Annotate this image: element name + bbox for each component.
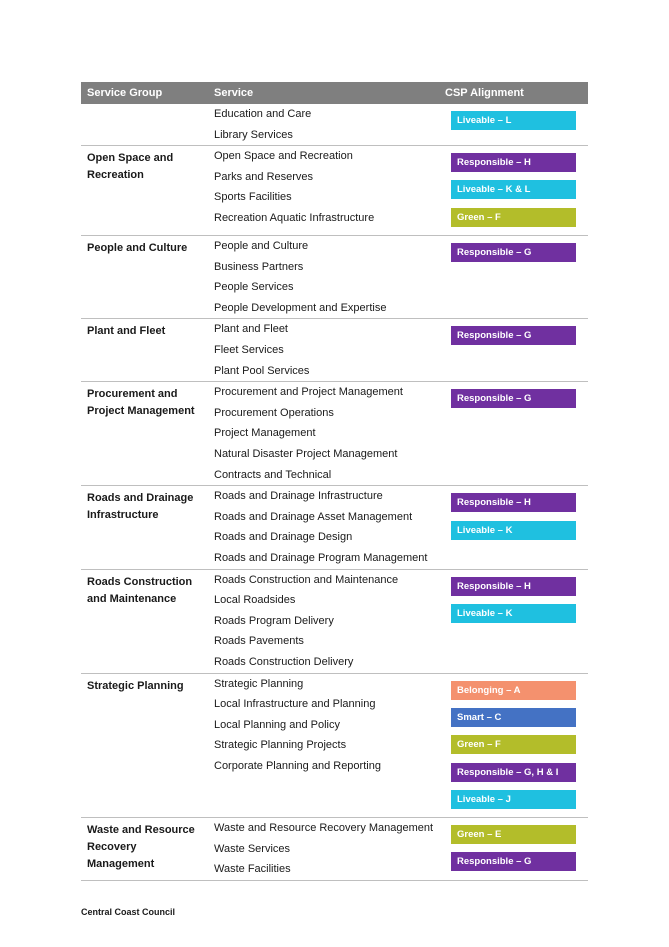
service-item: Education and Care	[214, 108, 312, 120]
csp-badge-responsible: Responsible – H	[451, 493, 576, 512]
service-group-row	[81, 818, 588, 881]
service-group-row	[81, 570, 588, 674]
service-item: Local Infrastructure and Planning	[214, 698, 376, 711]
service-item: Local Roadsides	[214, 594, 296, 607]
service-item: Roads Pavements	[214, 635, 304, 648]
table-body	[81, 104, 588, 881]
service-item: Business Partners	[214, 260, 304, 273]
service-group-row	[81, 236, 588, 319]
service-group-row	[81, 319, 588, 382]
service-item: People and Culture	[214, 240, 309, 253]
table-header	[81, 82, 588, 104]
service-item: Plant and Fleet	[214, 323, 288, 336]
csp-badge-green: Green – F	[451, 735, 576, 754]
service-item: Sports Facilities	[214, 191, 292, 204]
service-item: Natural Disaster Project Management	[214, 448, 398, 461]
service-item: Roads and Drainage Infrastructure	[214, 490, 383, 503]
csp-badge-responsible: Responsible – G	[451, 852, 576, 871]
service-item: Waste Facilities	[214, 863, 291, 876]
service-item: Procurement and Project Management	[214, 386, 403, 399]
service-item: Roads Construction and Maintenance	[214, 573, 399, 586]
csp-badge-liveable: Liveable – L	[451, 111, 576, 130]
service-item: Roads Program Delivery	[214, 614, 334, 627]
service-item: Corporate Planning and Reporting	[214, 760, 381, 773]
service-group-row	[81, 104, 588, 146]
service-group-name: Roads and Drainage Infrastructure	[87, 492, 194, 522]
header-csp-alignment: CSP Alignment	[445, 87, 524, 99]
service-item: Strategic Planning	[214, 677, 304, 690]
service-group-row	[81, 146, 588, 236]
csp-badge-liveable: Liveable – K	[451, 604, 576, 623]
service-item: Roads Construction Delivery	[214, 656, 354, 669]
service-item: Parks and Reserves	[214, 170, 314, 183]
csp-badge-liveable: Liveable – J	[451, 790, 576, 809]
service-group-name: Strategic Planning	[87, 679, 184, 692]
csp-badge-liveable: Liveable – K	[451, 521, 576, 540]
header-service: Service	[214, 87, 254, 99]
service-item: Library Services	[214, 128, 293, 141]
csp-badge-smart: Smart – C	[451, 708, 576, 727]
footer-organisation: Central Coast Council	[81, 907, 176, 917]
csp-badge-responsible: Responsible – G	[451, 389, 576, 408]
service-item: Waste and Resource Recovery Management	[214, 822, 434, 835]
service-item: Project Management	[214, 427, 316, 440]
service-item: Roads and Drainage Asset Management	[214, 510, 413, 523]
service-group-name: People and Culture	[87, 242, 188, 255]
service-group-row	[81, 674, 588, 819]
service-item: Plant Pool Services	[214, 364, 310, 377]
service-item: Roads and Drainage Design	[214, 531, 353, 544]
service-item: Fleet Services	[214, 344, 284, 357]
service-group-name: Plant and Fleet	[87, 325, 166, 338]
service-group-name: Procurement and Project Management	[87, 388, 195, 418]
csp-badge-belonging: Belonging – A	[451, 681, 576, 700]
service-group-name: Open Space and Recreation	[87, 152, 174, 182]
service-item: Roads and Drainage Program Management	[214, 552, 428, 565]
service-item: Waste Services	[214, 842, 291, 855]
service-item: People Development and Expertise	[214, 301, 387, 314]
service-group-name: Roads Construction and Maintenance	[87, 575, 193, 605]
service-item: People Services	[214, 281, 294, 294]
service-item: Recreation Aquatic Infrastructure	[214, 211, 375, 224]
service-item: Contracts and Technical	[214, 468, 332, 481]
csp-badge-responsible: Responsible – H	[451, 153, 576, 172]
service-group-row	[81, 382, 588, 486]
csp-badge-liveable: Liveable – K & L	[451, 180, 576, 199]
service-group-name: Waste and Resource Recovery Management	[87, 824, 195, 871]
service-item: Open Space and Recreation	[214, 150, 353, 163]
csp-alignment-table	[81, 82, 588, 881]
csp-badge-green: Green – E	[451, 825, 576, 844]
csp-badge-green: Green – F	[451, 208, 576, 227]
csp-badge-responsible: Responsible – G	[451, 326, 576, 345]
header-service-group: Service Group	[87, 87, 163, 99]
service-item: Procurement Operations	[214, 406, 334, 419]
csp-badge-responsible: Responsible – G	[451, 243, 576, 262]
csp-badge-responsible: Responsible – G, H & I	[451, 763, 576, 782]
service-item: Local Planning and Policy	[214, 718, 340, 731]
service-group-row	[81, 486, 588, 569]
service-item: Strategic Planning Projects	[214, 739, 347, 752]
csp-badge-responsible: Responsible – H	[451, 577, 576, 596]
